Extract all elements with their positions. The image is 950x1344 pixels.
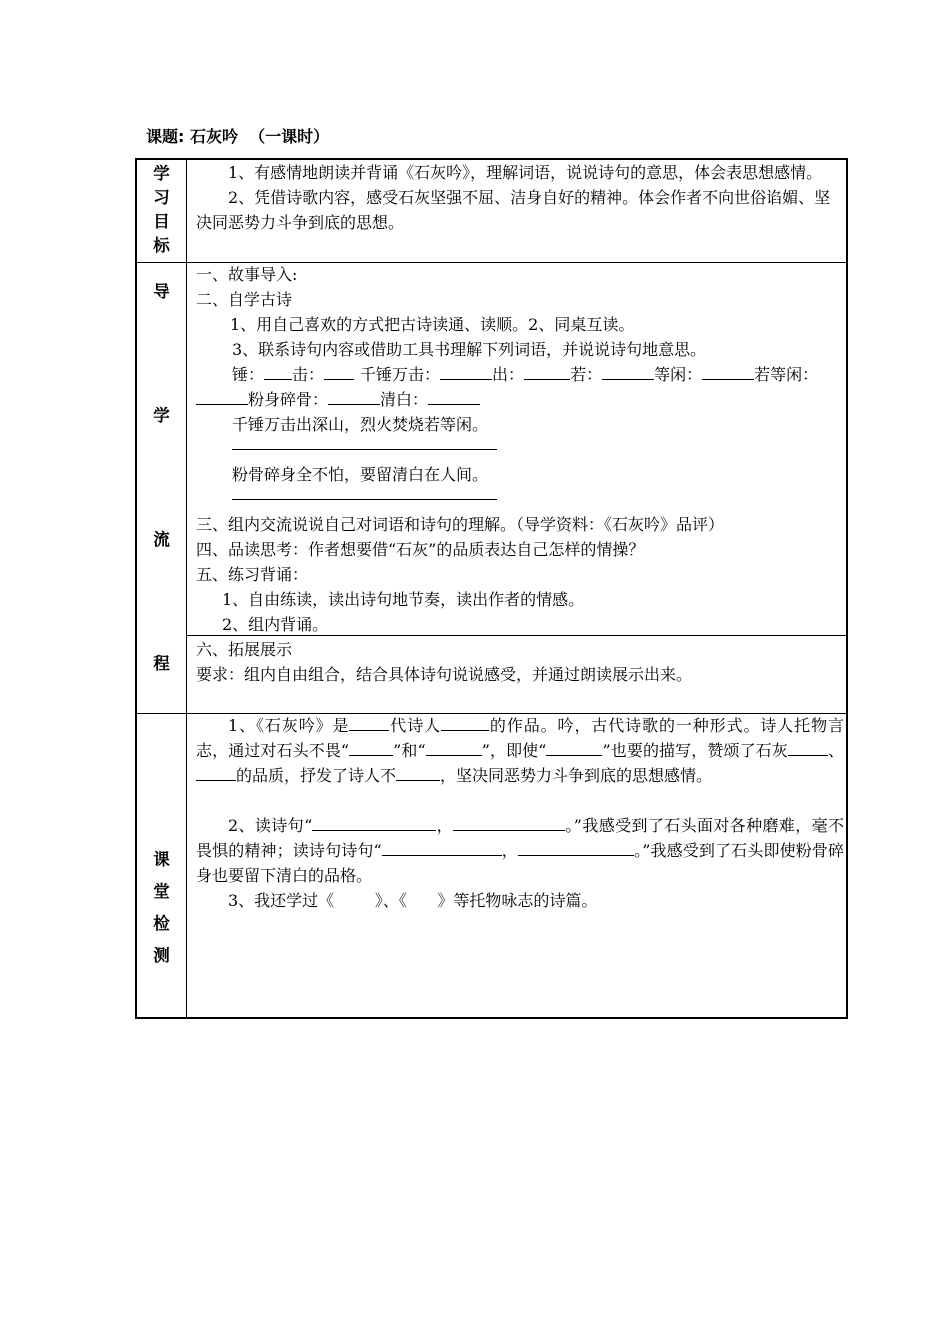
question-text: ， [436, 816, 454, 835]
blank-field[interactable] [518, 838, 634, 856]
blank-field[interactable] [396, 763, 440, 781]
label-class-check [137, 852, 186, 980]
blank-field[interactable] [788, 738, 828, 756]
blank-field[interactable] [196, 387, 248, 405]
question-text: 1、《石灰吟》是 [228, 716, 350, 735]
blank-field[interactable] [546, 738, 602, 756]
label-guide-char-1: 导 [153, 282, 170, 301]
blank-field[interactable] [702, 362, 754, 380]
step-3-discuss: 三、组内交流说说自己对词语和诗句的理解。（导学资料：《石灰吟》品评） [196, 515, 725, 534]
step-2-self-study: 二、自学古诗 [196, 290, 293, 309]
question-text: 。”我感受到了石头面对各种磨难，毫不畏惧的精神；读诗句诗句“ [196, 816, 844, 860]
label-char: 标 [153, 236, 170, 255]
question-3: 3、我还学过《 》、《 》等托物咏志的诗篇。 [228, 891, 598, 910]
step-4-think: 四、品读思考：作者想要借“石灰”的品质表达自己怎样的情操？ [196, 540, 645, 559]
label-guide-char-4: 程 [153, 654, 170, 673]
question-text: ”也要的描写，赞颂了石灰 [602, 741, 788, 760]
vocab-line-1 [196, 362, 844, 387]
answer-line[interactable] [196, 437, 844, 462]
blank-field[interactable] [264, 362, 292, 380]
label-char: 课 [153, 850, 170, 869]
question-text: ”和“ [393, 741, 426, 760]
guide-content [196, 262, 844, 637]
question-text: ，坚决同恶势力斗争到底的思想感情。 [440, 766, 713, 785]
question-2 [196, 813, 844, 888]
blank-field[interactable] [440, 362, 492, 380]
question-text: 、 [827, 741, 844, 760]
vocab-label: 锤： [232, 365, 265, 384]
step-1-story: 一、故事导入: [196, 265, 298, 284]
label-guide-char-2: 学 [153, 406, 170, 425]
step-6-requirement: 要求：组内自由组合，结合具体诗句说说感受，并通过朗读展示出来。 [196, 665, 693, 684]
poem-line-1: 千锤万击出深山，烈火焚烧若等闲。 [232, 415, 489, 434]
step-2-item-1: 1、用自己喜欢的方式把古诗读通、读顺。2、同桌互读。 [230, 315, 635, 334]
step-5-item-1: 1、自由练读，读出诗句地节奏，读出作者的情感。 [222, 590, 585, 609]
question-text: 的作品。吟，古代诗歌的一种形式。诗人托物言志，通过对石头不畏“ [196, 716, 844, 760]
vocab-label: 粉身碎骨： [248, 390, 329, 409]
blank-field[interactable] [428, 387, 480, 405]
blank-field[interactable] [349, 738, 393, 756]
step-6-extension: 六、拓展展示 [196, 640, 293, 659]
label-guide-char-3: 流 [153, 530, 170, 549]
vocab-label: 等闲： [654, 365, 703, 384]
column-divider [186, 160, 187, 1017]
vocab-label: 击： [292, 365, 325, 384]
label-char: 习 [153, 188, 170, 207]
blank-field[interactable] [312, 813, 436, 831]
blank-field[interactable] [328, 387, 380, 405]
lesson-title: 课题: 石灰吟 （一课时） [146, 127, 330, 146]
step-5-recite: 五、练习背诵： [196, 565, 309, 584]
objective-1: 1、有感情地朗读并背诵《石灰吟》，理解词语，说说诗句的意思，体会表思想感情。 [228, 163, 823, 182]
question-1 [196, 713, 844, 788]
question-text: 。”我感受到了石头即使粉骨碎身也要留下清白的品格。 [196, 841, 844, 885]
vocab-label: 清白： [380, 390, 429, 409]
vocab-label: 若等闲： [754, 365, 819, 384]
vocab-label: 千锤万击： [360, 365, 441, 384]
label-char: 学 [153, 164, 170, 183]
vocab-label: 出： [492, 365, 525, 384]
blank-field[interactable] [349, 713, 389, 731]
label-char: 检 [153, 914, 170, 933]
blank-field[interactable] [382, 838, 502, 856]
objective-2: 2、凭借诗歌内容，感受石灰坚强不屈、洁身自好的精神。体会作者不向世俗谄媚、坚决同恶势力斗争到底的思想。 [196, 188, 831, 232]
check-content [196, 713, 844, 913]
label-char: 目 [153, 212, 170, 231]
question-text: ， [501, 841, 518, 860]
label-learning-objectives [137, 166, 186, 262]
blank-field[interactable] [524, 362, 570, 380]
blank-field[interactable] [324, 362, 354, 380]
poem-line-2: 粉骨碎身全不怕，要留清白在人间。 [232, 465, 489, 484]
label-char: 堂 [153, 882, 170, 901]
step-2-item-3: 3、联系诗句内容或借助工具书理解下列词语，并说说诗句地意思。 [232, 340, 707, 359]
extension-content [196, 637, 844, 687]
label-char: 测 [153, 946, 170, 965]
question-text: ”，即使“ [481, 741, 547, 760]
answer-line[interactable] [196, 487, 844, 512]
objectives-content [196, 160, 844, 235]
blank-field[interactable] [441, 713, 489, 731]
vocab-line-2 [196, 387, 844, 412]
vocab-label: 若： [570, 365, 603, 384]
step-5-item-2: 2、组内背诵。 [222, 615, 329, 634]
question-text: 的品质，抒发了诗人不 [236, 766, 397, 785]
blank-field[interactable] [602, 362, 654, 380]
blank-field[interactable] [426, 738, 482, 756]
blank-field[interactable] [453, 813, 565, 831]
question-text: 代诗人 [389, 716, 442, 735]
question-text: 2、读诗句“ [228, 816, 313, 835]
blank-field[interactable] [196, 763, 236, 781]
